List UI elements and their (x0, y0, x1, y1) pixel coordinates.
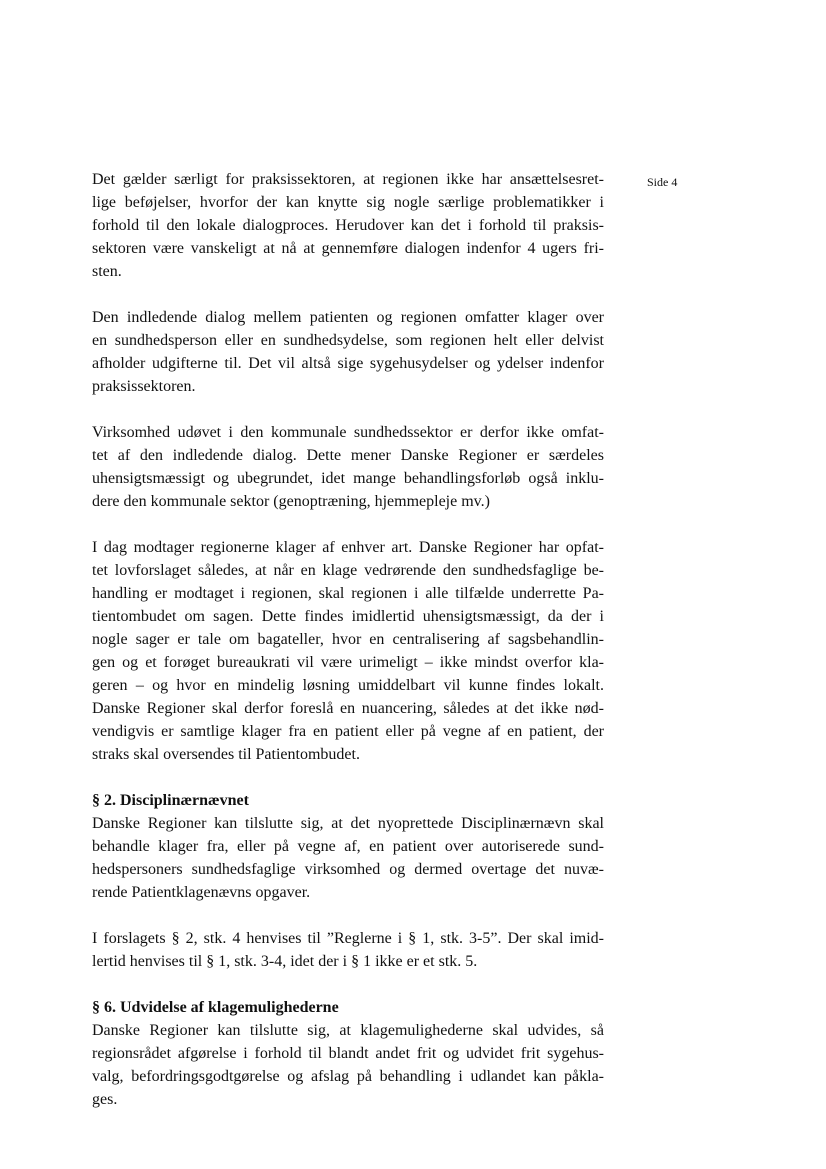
text-line: Danske Regioner kan tilslutte sig, at klagemulighederne skal udvides, så (92, 1022, 604, 1039)
text-line: nogle sager er tale om bagateller, hvor en centralisering af sagsbehandlin- (92, 631, 604, 648)
text-line: regionsrådet afgørelse i forhold til blandt andet frit og udvidet frit sygehus- (92, 1045, 604, 1062)
text-line: I forslagets § 2, stk. 4 henvises til ”Reglerne i § 1, stk. 3-5”. Der skal imid- (92, 930, 604, 947)
text-line: I dag modtager regionerne klager af enhver art. Danske Regioner har opfat- (92, 539, 604, 556)
paragraph-gap (92, 766, 604, 789)
text-line: forhold til den lokale dialogproces. Herudover kan det i forhold til praksis- (92, 217, 604, 234)
paragraph-henvisning (92, 927, 604, 973)
text-line: geren – og hvor en mindelig løsning umiddelbart vil kunne findes lokalt. (92, 677, 604, 694)
text-line: tet af den indledende dialog. Dette mener Danske Regioner er særdeles (92, 447, 604, 464)
text-line: lertid henvises til § 1, stk. 3-4, idet der i § 1 ikke er et stk. 5. (92, 953, 478, 970)
text-line: Det gælder særligt for praksissektoren, at regionen ikke har ansættelsesret- (92, 171, 604, 188)
text-line: valg, befordringsgodtgørelse og afslag på behandling i udlandet kan påkla- (92, 1068, 604, 1085)
paragraph-gap (92, 973, 604, 996)
text-line: tientombudet om sagen. Dette findes imidlertid uhensigtsmæssigt, da der i (92, 608, 604, 625)
paragraph-gap (92, 904, 604, 927)
text-line: behandle klager fra, eller på vegne af, en patient over autoriserede sund- (92, 838, 604, 855)
text-line: praksissektoren. (92, 378, 196, 395)
text-line: Danske Regioner kan tilslutte sig, at det nyoprettede Disciplinærnævn skal (92, 815, 604, 832)
text-line: vendigvis er samtlige klager fra en patient eller på vegne af en patient, der (92, 723, 604, 740)
text-line: lige beføjelser, hvorfor der kan knytte sig nogle særlige problematikker i (92, 194, 604, 211)
paragraph-indledende-dialog (92, 306, 604, 398)
section-disciplinaernaevnet (92, 789, 604, 904)
text-line: straks skal oversendes til Patientombudet. (92, 746, 360, 763)
text-line: uhensigtsmæssigt og ubegrundet, idet mange behandlingsforløb også inklu- (92, 470, 604, 487)
text-line: handling er modtaget i regionen, skal regionen i alle tilfælde underrette Pa- (92, 585, 604, 602)
paragraph-praksissektor (92, 168, 604, 283)
text-line: Danske Regioner skal derfor foreslå en nuancering, således at det ikke nød- (92, 700, 604, 717)
paragraph-gap (92, 283, 604, 306)
text-line: tet lovforslaget således, at når en klage vedrørende den sundhedsfaglige be- (92, 562, 604, 579)
text-line: sektoren være vanskeligt at nå at gennemføre dialogen indenfor 4 ugers fri- (92, 240, 604, 257)
section-heading: § 6. Udvidelse af klagemulighederne (92, 999, 339, 1016)
text-line: dere den kommunale sektor (genoptræning, hjemmepleje mv.) (92, 493, 490, 510)
section-udvidelse-af-klagemulighederne (92, 996, 604, 1111)
paragraph-gap (92, 398, 604, 421)
text-line: ges. (92, 1091, 118, 1108)
text-line: rende Patientklagenævns opgaver. (92, 884, 311, 901)
text-line: gen og et forøget bureaukrati vil være urimeligt – ikke mindst overfor kla- (92, 654, 604, 671)
section-heading: § 2. Disciplinærnævnet (92, 792, 249, 809)
paragraph-klager-af-enhver-art (92, 536, 604, 766)
text-line: sten. (92, 263, 122, 280)
document-body (92, 168, 604, 1111)
page-number: Side 4 (647, 175, 678, 189)
text-line: Virksomhed udøvet i den kommunale sundhedssektor er derfor ikke omfat- (92, 424, 604, 441)
text-line: Den indledende dialog mellem patienten og regionen omfatter klager over (92, 309, 604, 326)
paragraph-kommunale-sektor (92, 421, 604, 513)
text-line: en sundhedsperson eller en sundhedsydelse, som regionen helt eller delvist (92, 332, 604, 349)
text-line: afholder udgifterne til. Det vil altså sige sygehusydelser og ydelser indenfor (92, 355, 604, 372)
text-line: hedspersoners sundhedsfaglige virksomhed og dermed overtage det nuvæ- (92, 861, 604, 878)
paragraph-gap (92, 513, 604, 536)
